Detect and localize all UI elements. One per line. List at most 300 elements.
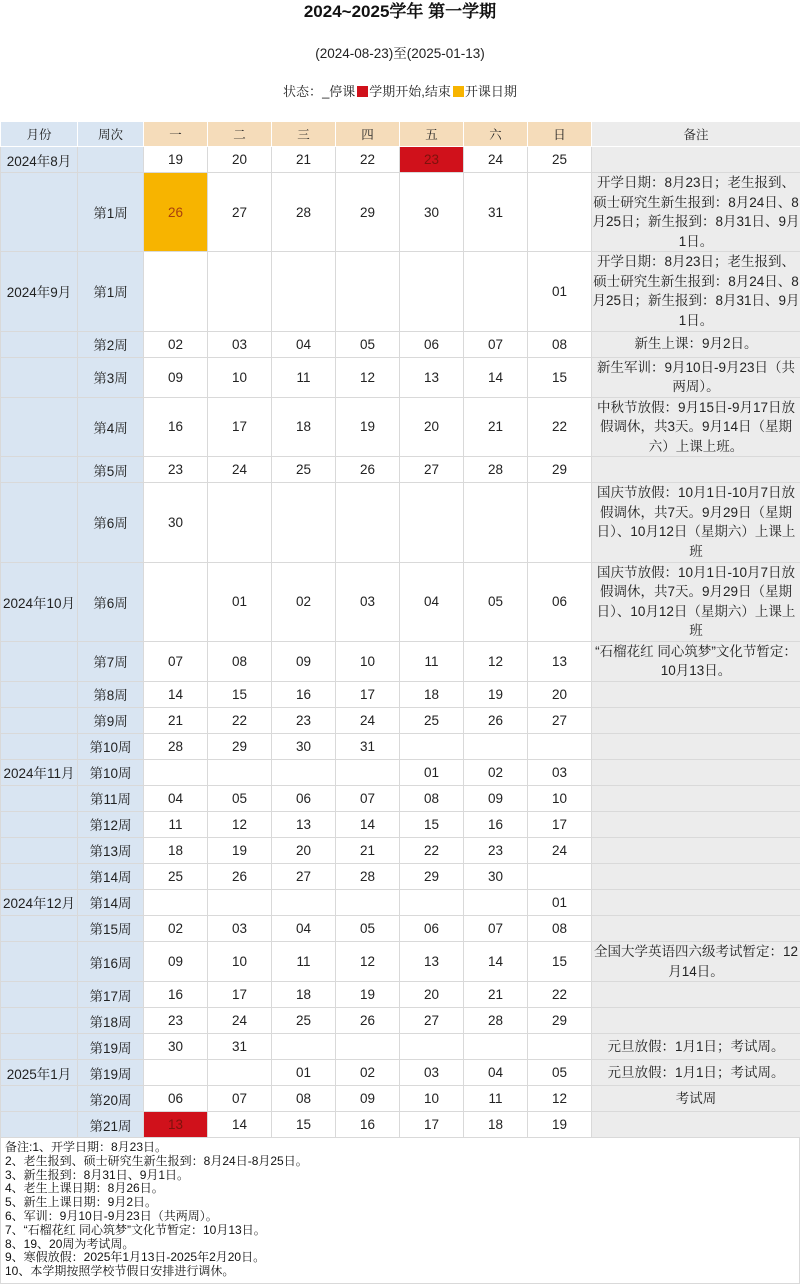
month-cell <box>1 173 78 252</box>
day-cell: 18 <box>400 681 464 707</box>
day-cell <box>464 252 528 331</box>
day-cell: 25 <box>144 863 208 889</box>
day-cell <box>528 1034 592 1060</box>
week-cell: 第11周 <box>78 785 144 811</box>
calendar-week-row <box>1 457 800 483</box>
day-cell: 18 <box>272 397 336 457</box>
day-cell: 11 <box>272 357 336 397</box>
column-header-fri: 五 <box>400 122 464 147</box>
day-cell: 01 <box>208 562 272 641</box>
calendar-week-row <box>1 733 800 759</box>
calendar-table <box>0 121 800 1138</box>
footnote-line: 备注:1、开学日期：8月23日。 <box>5 1141 795 1155</box>
day-cell: 19 <box>464 681 528 707</box>
day-cell: 19 <box>336 397 400 457</box>
day-cell: 04 <box>400 562 464 641</box>
note-cell <box>592 1008 800 1034</box>
day-cell: 19 <box>208 837 272 863</box>
day-cell: 18 <box>144 837 208 863</box>
legend-item-suspend: _停课 <box>322 84 355 99</box>
day-cell <box>336 483 400 562</box>
day-cell: 22 <box>400 837 464 863</box>
note-cell <box>592 733 800 759</box>
day-cell: 24 <box>336 707 400 733</box>
day-cell <box>272 759 336 785</box>
day-cell <box>336 759 400 785</box>
calendar-week-row <box>1 1034 800 1060</box>
day-cell: 24 <box>208 1008 272 1034</box>
day-cell: 15 <box>528 941 592 981</box>
day-cell <box>464 733 528 759</box>
day-cell: 26 <box>464 707 528 733</box>
day-cell: 20 <box>400 982 464 1008</box>
day-cell: 20 <box>208 147 272 173</box>
week-cell: 第19周 <box>78 1060 144 1086</box>
day-cell: 29 <box>528 457 592 483</box>
day-cell: 21 <box>464 982 528 1008</box>
day-cell: 05 <box>528 1060 592 1086</box>
day-cell: 24 <box>208 457 272 483</box>
week-cell: 第19周 <box>78 1034 144 1060</box>
week-cell: 第9周 <box>78 707 144 733</box>
footnote-line: 6、军训：9月10日-9月23日（共两周）。 <box>5 1210 795 1224</box>
note-cell <box>592 982 800 1008</box>
day-cell: 03 <box>400 1060 464 1086</box>
day-cell: 14 <box>208 1112 272 1138</box>
day-cell: 09 <box>272 641 336 681</box>
legend-item-semester: 学期开始,结束 <box>369 84 451 99</box>
day-cell: 13 <box>400 941 464 981</box>
month-cell: 2024年12月 <box>1 889 78 915</box>
day-cell <box>272 889 336 915</box>
day-cell: 12 <box>208 811 272 837</box>
day-cell <box>400 1034 464 1060</box>
week-cell: 第21周 <box>78 1112 144 1138</box>
note-cell <box>592 681 800 707</box>
day-cell <box>528 863 592 889</box>
column-header-thu: 四 <box>336 122 400 147</box>
footnote-line: 7、“石榴花红 同心筑梦”文化节暂定：10月13日。 <box>5 1224 795 1238</box>
day-cell: 07 <box>464 915 528 941</box>
note-cell <box>592 837 800 863</box>
day-cell: 23 <box>144 1008 208 1034</box>
week-cell: 第8周 <box>78 681 144 707</box>
day-cell <box>144 889 208 915</box>
month-cell <box>1 1008 78 1034</box>
day-cell: 12 <box>464 641 528 681</box>
day-cell: 05 <box>208 785 272 811</box>
day-cell: 14 <box>144 681 208 707</box>
day-cell: 10 <box>208 357 272 397</box>
month-cell: 2024年9月 <box>1 252 78 331</box>
day-cell <box>272 252 336 331</box>
note-cell: 元旦放假：1月1日；考试周。 <box>592 1034 800 1060</box>
day-cell: 08 <box>272 1086 336 1112</box>
month-cell <box>1 397 78 457</box>
month-cell <box>1 457 78 483</box>
day-cell: 25 <box>400 707 464 733</box>
day-cell: 06 <box>528 562 592 641</box>
day-cell: 27 <box>400 1008 464 1034</box>
day-cell: 01 <box>272 1060 336 1086</box>
note-cell <box>592 811 800 837</box>
day-cell: 08 <box>528 331 592 357</box>
column-header-sun: 日 <box>528 122 592 147</box>
week-cell: 第17周 <box>78 982 144 1008</box>
calendar-week-row <box>1 1086 800 1112</box>
day-cell: 25 <box>272 457 336 483</box>
day-cell: 19 <box>144 147 208 173</box>
note-cell <box>592 147 800 173</box>
day-cell <box>336 889 400 915</box>
day-cell: 04 <box>144 785 208 811</box>
day-cell: 01 <box>528 252 592 331</box>
week-cell: 第16周 <box>78 941 144 981</box>
day-cell: 29 <box>528 1008 592 1034</box>
day-cell: 07 <box>464 331 528 357</box>
day-cell: 17 <box>208 397 272 457</box>
day-cell <box>272 483 336 562</box>
day-cell: 23 <box>400 147 464 173</box>
month-cell <box>1 483 78 562</box>
month-cell <box>1 915 78 941</box>
month-cell <box>1 357 78 397</box>
week-cell: 第10周 <box>78 733 144 759</box>
day-cell: 09 <box>336 1086 400 1112</box>
day-cell: 17 <box>528 811 592 837</box>
day-cell <box>400 889 464 915</box>
day-cell: 01 <box>528 889 592 915</box>
week-cell: 第14周 <box>78 889 144 915</box>
day-cell <box>208 759 272 785</box>
day-cell: 31 <box>208 1034 272 1060</box>
legend-label: 状态： <box>283 84 322 99</box>
day-cell: 27 <box>272 863 336 889</box>
day-cell: 02 <box>144 915 208 941</box>
note-cell: 国庆节放假：10月1日-10月7日放假调休，共7天。9月29日（星期日）、10月12日（星期六）上课上班 <box>592 483 800 562</box>
calendar-week-row <box>1 759 800 785</box>
day-cell: 19 <box>336 982 400 1008</box>
month-cell <box>1 707 78 733</box>
week-cell <box>78 147 144 173</box>
day-cell <box>528 483 592 562</box>
day-cell: 10 <box>208 941 272 981</box>
note-cell <box>592 707 800 733</box>
month-cell <box>1 1086 78 1112</box>
legend-item-class-start: 开课日期 <box>465 84 517 99</box>
day-cell: 16 <box>272 681 336 707</box>
day-cell: 05 <box>336 331 400 357</box>
day-cell: 30 <box>272 733 336 759</box>
day-cell: 19 <box>528 1112 592 1138</box>
day-cell: 10 <box>400 1086 464 1112</box>
day-cell: 12 <box>528 1086 592 1112</box>
day-cell: 13 <box>400 357 464 397</box>
week-cell: 第5周 <box>78 457 144 483</box>
day-cell: 01 <box>400 759 464 785</box>
day-cell: 03 <box>208 331 272 357</box>
calendar-week-row <box>1 681 800 707</box>
day-cell: 20 <box>400 397 464 457</box>
day-cell: 08 <box>208 641 272 681</box>
week-cell: 第1周 <box>78 173 144 252</box>
column-header-wed: 三 <box>272 122 336 147</box>
day-cell: 31 <box>336 733 400 759</box>
day-cell: 11 <box>464 1086 528 1112</box>
day-cell: 06 <box>400 915 464 941</box>
note-cell: 中秋节放假：9月15日-9月17日放假调休，共3天。9月14日（星期六）上课上班。 <box>592 397 800 457</box>
day-cell: 02 <box>272 562 336 641</box>
month-cell <box>1 641 78 681</box>
footnote-line: 5、新生上课日期：9月2日。 <box>5 1196 795 1210</box>
day-cell <box>336 1034 400 1060</box>
calendar-week-row <box>1 889 800 915</box>
day-cell: 18 <box>464 1112 528 1138</box>
day-cell: 06 <box>272 785 336 811</box>
day-cell: 17 <box>400 1112 464 1138</box>
day-cell <box>144 562 208 641</box>
day-cell <box>400 483 464 562</box>
day-cell <box>464 889 528 915</box>
day-cell: 21 <box>272 147 336 173</box>
page-title: 2024~2025学年 第一学期 <box>0 0 800 23</box>
month-cell <box>1 811 78 837</box>
month-cell <box>1 1034 78 1060</box>
day-cell: 08 <box>528 915 592 941</box>
calendar-week-row <box>1 707 800 733</box>
note-cell <box>592 915 800 941</box>
footnote-line: 3、新生报到：8月31日、9月1日。 <box>5 1169 795 1183</box>
day-cell: 23 <box>464 837 528 863</box>
week-cell: 第4周 <box>78 397 144 457</box>
day-cell: 24 <box>464 147 528 173</box>
day-cell <box>208 1060 272 1086</box>
day-cell: 02 <box>144 331 208 357</box>
day-cell: 15 <box>208 681 272 707</box>
day-cell <box>144 252 208 331</box>
week-cell: 第13周 <box>78 837 144 863</box>
calendar-week-row <box>1 357 800 397</box>
footnote-line: 10、本学期按照学校节假日安排进行调休。 <box>5 1265 795 1279</box>
calendar-week-row <box>1 252 800 331</box>
day-cell: 29 <box>208 733 272 759</box>
note-cell <box>592 785 800 811</box>
calendar-week-row <box>1 483 800 562</box>
week-cell: 第10周 <box>78 759 144 785</box>
note-cell: 开学日期：8月23日；老生报到、硕士研究生新生报到：8月24日、8月25日；新生报到：8月31日、9月1日。 <box>592 173 800 252</box>
day-cell: 04 <box>464 1060 528 1086</box>
day-cell: 13 <box>528 641 592 681</box>
footnotes-section <box>0 1138 800 1284</box>
day-cell: 28 <box>464 1008 528 1034</box>
day-cell: 14 <box>336 811 400 837</box>
day-cell: 26 <box>208 863 272 889</box>
day-cell: 18 <box>272 982 336 1008</box>
day-cell: 03 <box>208 915 272 941</box>
calendar-week-row <box>1 397 800 457</box>
day-cell: 23 <box>272 707 336 733</box>
week-cell: 第15周 <box>78 915 144 941</box>
day-cell: 02 <box>464 759 528 785</box>
day-cell: 28 <box>272 173 336 252</box>
day-cell <box>208 889 272 915</box>
day-cell: 30 <box>464 863 528 889</box>
day-cell: 21 <box>336 837 400 863</box>
week-cell: 第20周 <box>78 1086 144 1112</box>
day-cell: 27 <box>400 457 464 483</box>
day-cell: 27 <box>528 707 592 733</box>
week-cell: 第6周 <box>78 483 144 562</box>
day-cell: 13 <box>144 1112 208 1138</box>
week-cell: 第1周 <box>78 252 144 331</box>
calendar-header-row <box>1 122 800 147</box>
month-cell <box>1 733 78 759</box>
day-cell: 07 <box>144 641 208 681</box>
day-cell: 15 <box>528 357 592 397</box>
day-cell: 14 <box>464 357 528 397</box>
day-cell: 28 <box>144 733 208 759</box>
month-cell <box>1 1112 78 1138</box>
calendar-week-row <box>1 331 800 357</box>
note-cell: 国庆节放假：10月1日-10月7日放假调休，共7天。9月29日（星期日）、10月12日（星期六）上课上班 <box>592 562 800 641</box>
day-cell: 26 <box>336 1008 400 1034</box>
day-cell: 21 <box>144 707 208 733</box>
day-cell: 10 <box>528 785 592 811</box>
day-cell: 26 <box>144 173 208 252</box>
month-cell <box>1 785 78 811</box>
calendar-week-row <box>1 562 800 641</box>
day-cell: 04 <box>272 915 336 941</box>
day-cell: 23 <box>144 457 208 483</box>
day-cell <box>400 252 464 331</box>
class-start-swatch-icon <box>453 86 464 97</box>
day-cell: 29 <box>336 173 400 252</box>
day-cell: 29 <box>400 863 464 889</box>
week-cell: 第14周 <box>78 863 144 889</box>
column-header-tue: 二 <box>208 122 272 147</box>
day-cell: 16 <box>336 1112 400 1138</box>
day-cell: 11 <box>144 811 208 837</box>
month-cell: 2024年11月 <box>1 759 78 785</box>
day-cell: 07 <box>208 1086 272 1112</box>
note-cell <box>592 889 800 915</box>
day-cell <box>144 759 208 785</box>
calendar-week-row <box>1 915 800 941</box>
day-cell: 30 <box>144 483 208 562</box>
day-cell: 05 <box>464 562 528 641</box>
day-cell: 06 <box>144 1086 208 1112</box>
day-cell: 05 <box>336 915 400 941</box>
day-cell: 16 <box>144 982 208 1008</box>
day-cell: 17 <box>208 982 272 1008</box>
day-cell <box>208 483 272 562</box>
week-cell: 第3周 <box>78 357 144 397</box>
day-cell: 12 <box>336 357 400 397</box>
week-cell: 第18周 <box>78 1008 144 1034</box>
day-cell: 15 <box>400 811 464 837</box>
month-cell <box>1 863 78 889</box>
day-cell: 31 <box>464 173 528 252</box>
day-cell <box>400 733 464 759</box>
day-cell: 24 <box>528 837 592 863</box>
day-cell: 30 <box>400 173 464 252</box>
note-cell <box>592 1112 800 1138</box>
day-cell <box>464 1034 528 1060</box>
week-cell: 第12周 <box>78 811 144 837</box>
month-cell: 2025年1月 <box>1 1060 78 1086</box>
month-cell <box>1 331 78 357</box>
semester-mark-swatch-icon <box>357 86 368 97</box>
day-cell: 30 <box>144 1034 208 1060</box>
day-cell: 04 <box>272 331 336 357</box>
note-cell: 全国大学英语四六级考试暂定：12月14日。 <box>592 941 800 981</box>
column-header-note: 备注 <box>592 122 800 147</box>
calendar-week-row <box>1 1112 800 1138</box>
month-cell: 2024年8月 <box>1 147 78 173</box>
day-cell: 15 <box>272 1112 336 1138</box>
day-cell: 28 <box>464 457 528 483</box>
column-header-mon: 一 <box>144 122 208 147</box>
footnote-line: 8、19、20周为考试周。 <box>5 1238 795 1252</box>
day-cell: 13 <box>272 811 336 837</box>
month-cell <box>1 681 78 707</box>
day-cell: 11 <box>272 941 336 981</box>
day-cell: 22 <box>528 982 592 1008</box>
day-cell <box>528 173 592 252</box>
day-cell: 08 <box>400 785 464 811</box>
week-cell: 第6周 <box>78 562 144 641</box>
day-cell: 20 <box>272 837 336 863</box>
note-cell: 元旦放假：1月1日；考试周。 <box>592 1060 800 1086</box>
week-cell: 第7周 <box>78 641 144 681</box>
semester-date-range: (2024-08-23)至(2025-01-13) <box>0 42 800 62</box>
column-header-sat: 六 <box>464 122 528 147</box>
calendar-week-row <box>1 811 800 837</box>
day-cell <box>528 733 592 759</box>
day-cell: 10 <box>336 641 400 681</box>
day-cell: 22 <box>208 707 272 733</box>
calendar-week-row <box>1 1060 800 1086</box>
day-cell: 12 <box>336 941 400 981</box>
day-cell <box>464 483 528 562</box>
month-cell <box>1 837 78 863</box>
day-cell: 25 <box>528 147 592 173</box>
calendar-week-row <box>1 173 800 252</box>
column-header-month: 月份 <box>1 122 78 147</box>
note-cell: 开学日期：8月23日；老生报到、硕士研究生新生报到：8月24日、8月25日；新生报到：8月31日、9月1日。 <box>592 252 800 331</box>
calendar-week-row <box>1 785 800 811</box>
month-cell <box>1 982 78 1008</box>
note-cell <box>592 457 800 483</box>
calendar-week-row <box>1 982 800 1008</box>
day-cell: 03 <box>336 562 400 641</box>
calendar-week-row <box>1 863 800 889</box>
week-cell: 第2周 <box>78 331 144 357</box>
day-cell: 16 <box>144 397 208 457</box>
note-cell: 新生上课：9月2日。 <box>592 331 800 357</box>
day-cell: 16 <box>464 811 528 837</box>
day-cell: 06 <box>400 331 464 357</box>
day-cell: 17 <box>336 681 400 707</box>
note-cell: “石榴花红 同心筑梦”文化节暂定：10月13日。 <box>592 641 800 681</box>
day-cell: 02 <box>336 1060 400 1086</box>
day-cell: 27 <box>208 173 272 252</box>
status-legend <box>0 81 800 100</box>
day-cell <box>336 252 400 331</box>
day-cell: 09 <box>464 785 528 811</box>
note-cell <box>592 759 800 785</box>
month-cell: 2024年10月 <box>1 562 78 641</box>
